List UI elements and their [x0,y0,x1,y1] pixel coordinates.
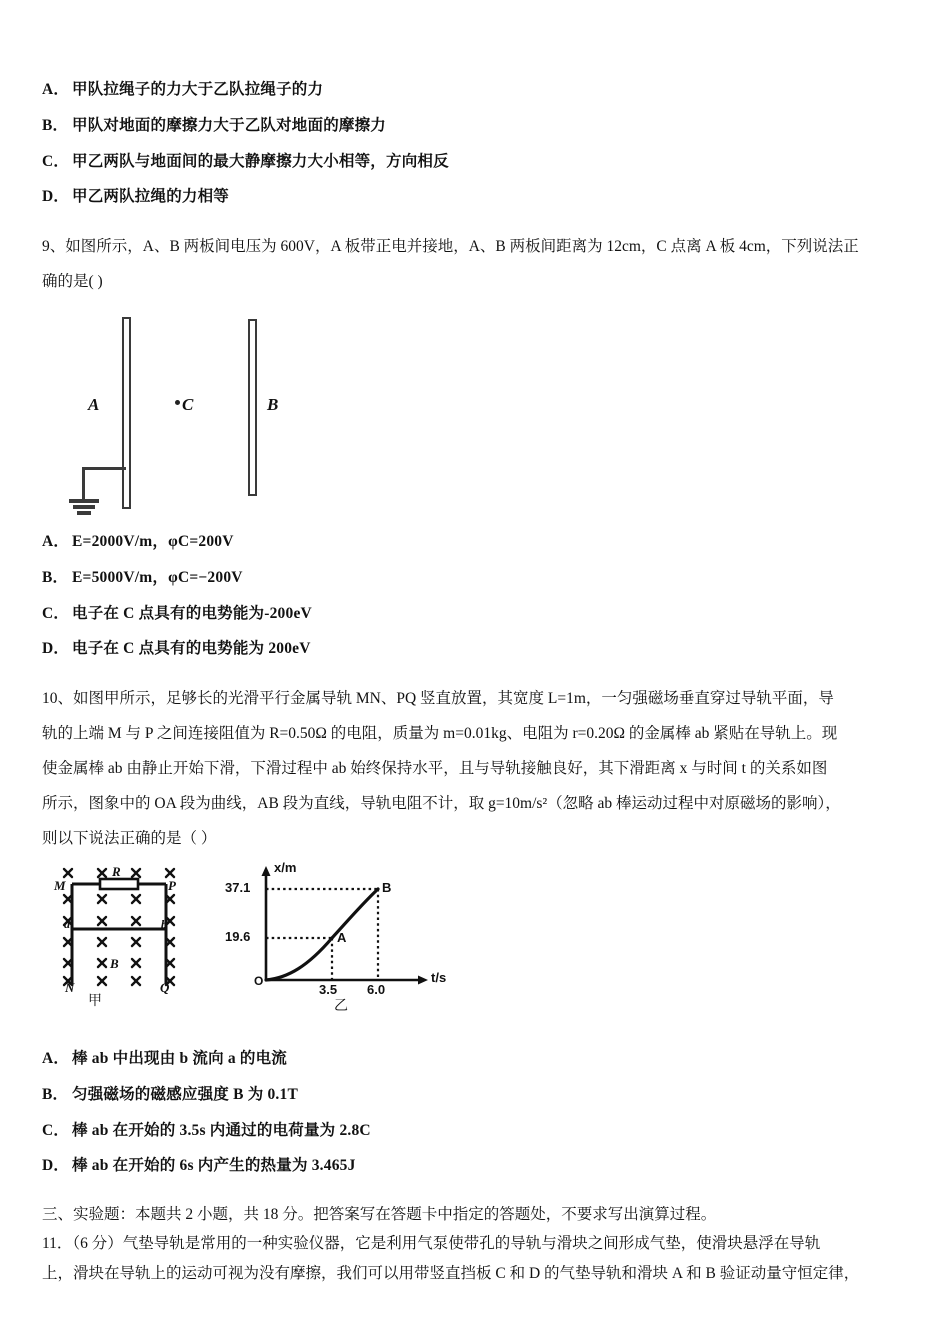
q11-stem-line1: 11．（6 分）气垫导轨是常用的一种实验仪器，它是利用气泵使带孔的导轨与滑块之间形成气垫，使滑块悬浮在导轨 [42,1235,821,1253]
origin-label: O [254,974,264,988]
q8-option-c-text: 甲乙两队与地面间的最大静摩擦力大小相等，方向相反 [72,152,449,170]
point-c-label: C [182,395,194,414]
x-tick-label-left: 3.5 [319,982,338,997]
q10-stem-line1: 10、如图甲所示，足够长的光滑平行金属导轨 MN、PQ 竖直放置，其宽度 L=1m，一匀强磁场垂直穿过导轨平面，导 [42,690,834,707]
q10-option-a[interactable] [42,1047,914,1070]
x-tick-label-right: 6.0 [367,982,386,997]
q9-stem-line2: 确的是( ) [42,273,103,290]
q11-stem-line2: 上，滑块在导轨上的运动可视为没有摩擦，我们可以用带竖直挡板 C 和 D 的气垫导轨和滑块 A 和 B 验证动量守恒定律， [42,1264,860,1282]
q9-option-d-text: 电子在 C 点具有的电势能为 200eV [72,640,311,658]
resistor-symbol [100,879,138,889]
q8-option-a[interactable] [42,78,914,101]
q9-option-a-label: A． [42,533,70,550]
section-3-heading: 三、实验题：本题共 2 小题，共 18 分。把答案写在答题卡中指定的答题处，不要求写出演算过程。 [42,1206,717,1223]
q10-figure-yi [222,862,472,1027]
section-3 [42,1200,914,1288]
q10-option-d[interactable] [42,1154,914,1177]
q9-option-c[interactable] [42,602,914,625]
plate-b [248,319,257,496]
q10-option-d-label: D． [42,1157,70,1175]
q9-option-d-label: D． [42,640,70,658]
rail-label-q: Q [160,980,170,995]
q9-option-c-label: C． [42,604,70,622]
plate-b-label: B [267,395,279,414]
q9-capacitor-figure [60,307,360,522]
curve-segment-oa [266,938,332,980]
q10-option-b-text: 匀强磁场的磁感应强度 B 为 0.1T [72,1085,298,1103]
q10-option-c-text: 棒 ab 在开始的 3.5s 内通过的电荷量为 2.8C [72,1121,371,1139]
q10-option-c-label: C． [42,1121,70,1139]
field-label-b: B [110,956,119,971]
plate-a [122,317,131,509]
q10-option-d-text: 棒 ab 在开始的 6s 内产生的热量为 3.465J [72,1157,356,1175]
plate-a-label: A [88,395,100,414]
rail-label-m: M [54,878,66,893]
point-c-dot [175,400,180,405]
q10-stem-line4: 所示，图象中的 OA 段为曲线，AB 段为直线，导轨电阻不计，取 g=10m/s²（忽略 ab 棒运动过程中对原磁场的影响）， [42,795,841,812]
q9-option-b-text: E=5000V/m，φC=−200V [72,568,243,586]
rail-label-n: N [65,980,75,995]
point-c [175,395,193,415]
rail-lines [72,884,166,984]
q10-option-a-text: 棒 ab 中出现由 b 流向 a 的电流 [72,1050,287,1067]
ground-wire-horizontal [82,467,126,470]
q8-option-c[interactable] [42,150,914,173]
q8-option-c-label: C． [42,152,70,170]
q10-option-a-label: A． [42,1050,70,1067]
q9-option-a-text: E=2000V/m，φC=200V [72,533,234,550]
x-axis-label: t/s [431,970,447,985]
graph-point-a-label: A [337,930,347,945]
q9-option-b[interactable] [42,566,914,589]
q10-stem-line5: 则以下说法正确的是（ ） [42,830,217,847]
rod-label-a: a [64,917,70,931]
q8-option-d[interactable] [42,185,914,208]
q10-option-b[interactable] [42,1083,914,1106]
q10-figures [42,862,914,1037]
ground-wire-vertical [82,467,85,500]
q8-option-a-label: A． [42,81,70,98]
q8-option-a-text: 甲队拉绳子的力大于乙队拉绳子的力 [72,81,324,98]
ground-icon-bar-2 [73,505,95,509]
graph-guide-lines [266,889,378,980]
question-9 [42,231,914,661]
graph-point-b-label: B [382,880,392,895]
y-axis-label: x/m [274,860,297,875]
rod-label-b: b [161,917,167,931]
page-content [42,78,914,1288]
rails-circuit-svg [48,862,208,992]
q10-option-b-label: B． [42,1085,69,1103]
figure-caption-yi: 乙 [334,997,348,1013]
q8-option-b-text: 甲队对地面的摩擦力大于乙队对地面的摩擦力 [72,116,387,134]
q8-option-d-label: D． [42,188,70,206]
figure-caption-jia: 甲 [88,992,102,1008]
question-10 [42,683,914,1178]
q10-figure-jia [48,862,208,1022]
q8-options-group [42,78,914,209]
y-tick-label-upper: 37.1 [225,880,251,895]
ground-icon-bar-3 [77,511,91,515]
q9-option-b-label: B． [42,568,69,586]
y-axis-arrow [262,866,271,876]
q9-option-c-text: 电子在 C 点具有的电势能为-200eV [72,604,312,622]
y-tick-label-lower: 19.6 [225,929,251,944]
resistor-label: R [112,864,121,879]
q8-option-d-text: 甲乙两队拉绳的力相等 [72,188,230,206]
q10-option-c[interactable] [42,1119,914,1142]
q9-stem-line1: 9、如图所示，A、B 两板间电压为 600V，A 板带正电并接地，A、B 两板间距离为 12cm，C 点离 A 板 4cm，下列说法正 [42,238,859,255]
q9-option-a[interactable] [42,530,914,553]
q9-option-d[interactable] [42,637,914,660]
q10-stem-line3: 使金属棒 ab 由静止开始下滑，下滑过程中 ab 始终保持水平，且与导轨接触良好，其下滑距离 x 与时间 t 的关系如图 [42,760,828,777]
q10-stem-line2: 轨的上端 M 与 P 之间连接阻值为 R=0.50Ω 的电阻，质量为 m=0.01kg、电阻为 r=0.20Ω 的金属棒 ab 紧贴在导轨上。现 [42,725,838,742]
ground-icon-bar-1 [69,499,99,503]
q8-option-b[interactable] [42,114,914,137]
x-axis-arrow [418,976,428,985]
rail-label-p: P [168,878,176,893]
q8-option-b-label: B． [42,116,69,134]
